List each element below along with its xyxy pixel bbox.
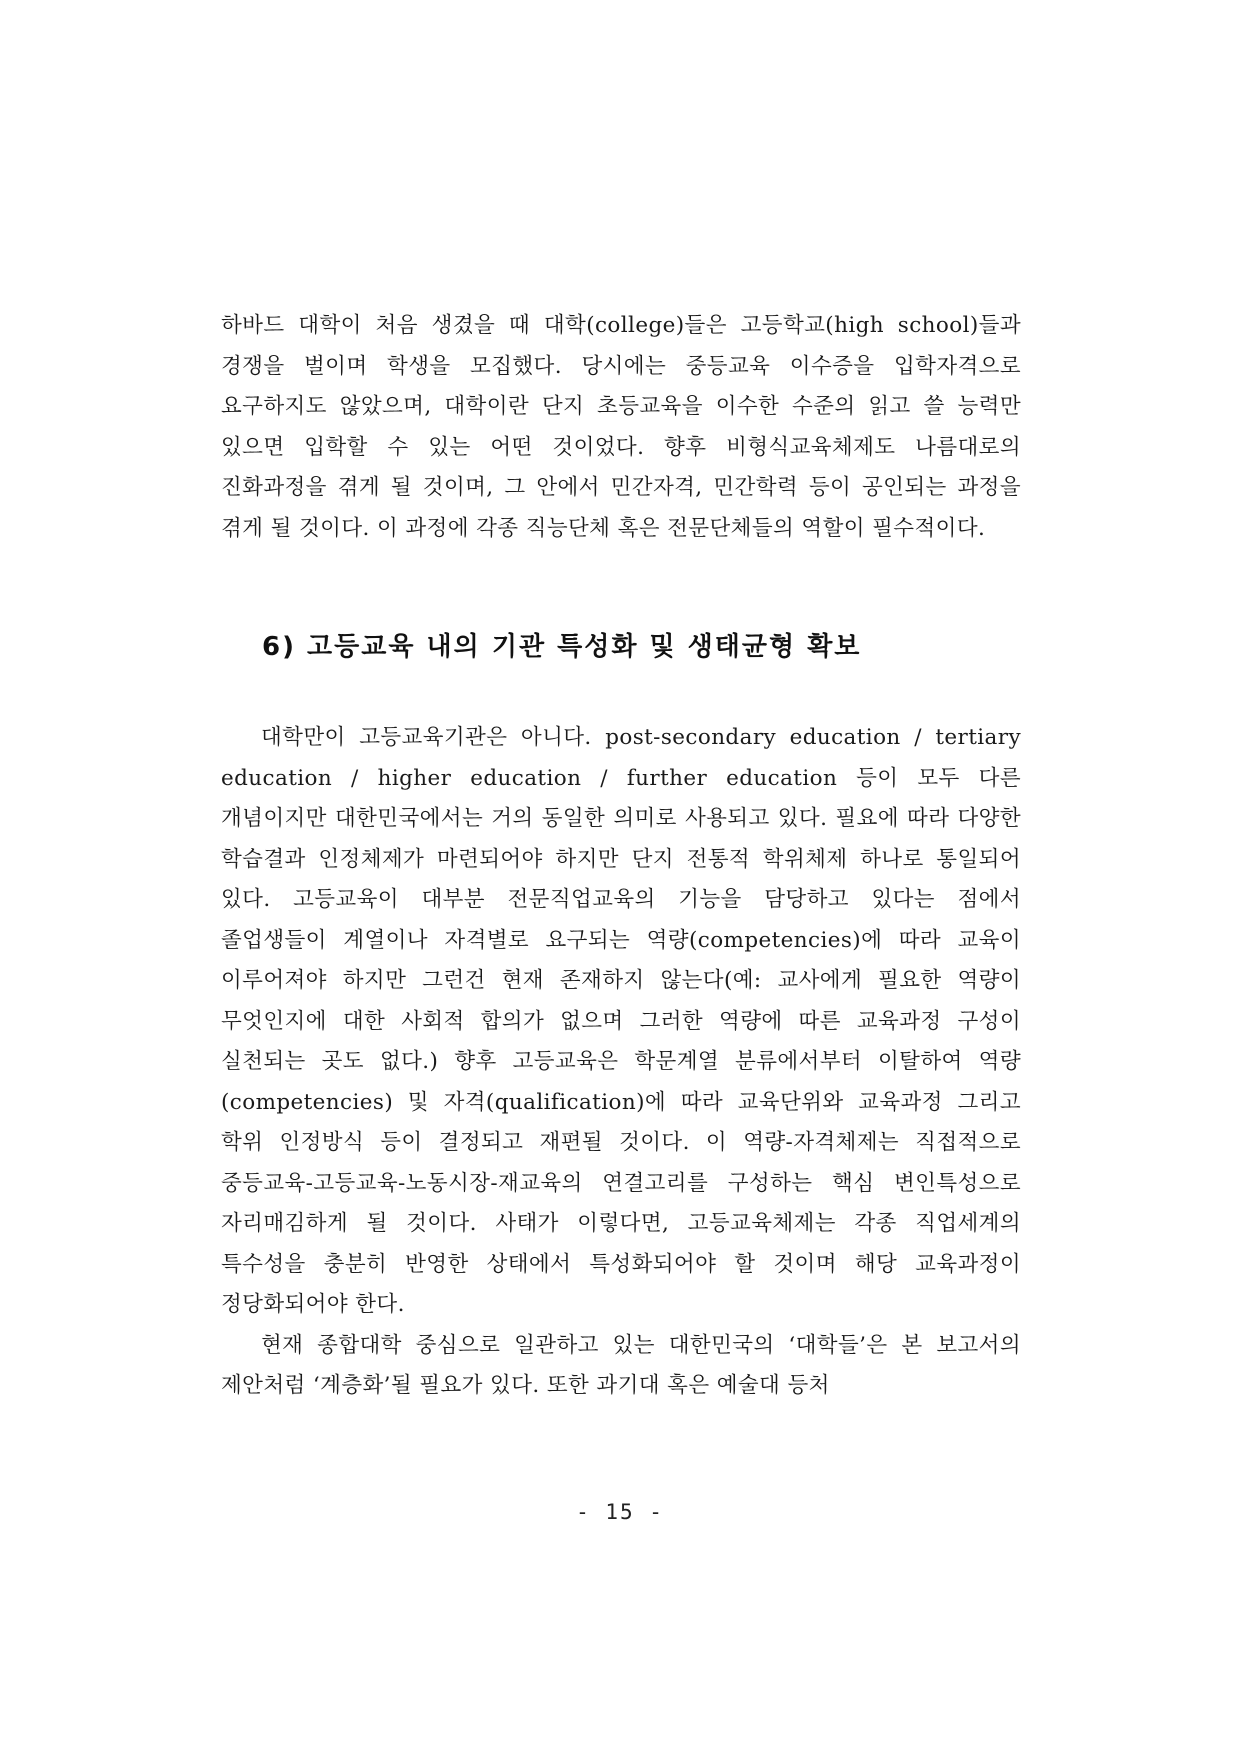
intro-paragraph: 하바드 대학이 처음 생겼을 때 대학(college)들은 고등학교(high school)들과 경쟁을 벌이며 학생을 모집했다. 당시에는 중등교육 이수증을 입학자격으로 요구하지도 않았으며, 대학이란 단지 초등교육을 이수한 수준의 읽고 쓸 능력만 있으면 입학할 수 있는 어떤 것이었다. 향후 비형식교육체제도 나름대로의 진화과정을 겪게 될 것이며, 그 안에서 민간자격, 민간학력 등이 공인되는 과정을 겪게 될 것이다. 이 과정에 각종 직능단체 혹은 전문단체들의 역할이 필수적이다. [221, 313, 1021, 541]
section-body [221, 718, 1021, 1407]
intro-paragraph-block [221, 306, 1021, 549]
section-paragraph-1: 대학만이 고등교육기관은 아니다. post-secondary education / tertiary education / higher education / further education 등이 모두 다른 개념이지만 대한민국에서는 거의 동일한 의미로 사용되고 있다. 필요에 따라 다양한 학습결과 인정체제가 마련되어야 하지만 단지 전통적 학위체제 하나로 통일되어 있다. 고등교육이 대부분 전문직업교육의 기능을 담당하고 있다는 점에서 졸업생들이 계열이나 자격별로 요구되는 역량(competencies)에 따라 교육이 이루어져야 하지만 그런건 현재 존재하지 않는다(예: 교사에게 필요한 역량이 무엇인지에 대한 사회적 합의가 없으며 그러한 역량에 따른 교육과정 구성이 실천되는 곳도 없다.) 향후 고등교육은 학문계열 분류에서부터 이탈하여 역량(competencies) 및 자격(qualification)에 따라 교육단위와 교육과정 그리고 학위 인정방식 등이 결정되고 재편될 것이다. 이 역량-자격체제는 직접적으로 중등교육-고등교육-노동시장-재교육의 연결고리를 구성하는 핵심 변인특성으로 자리매김하게 될 것이다. 사태가 이렇다면, 고등교육체제는 각종 직업세계의 특수성을 충분히 반영한 상태에서 특성화되어야 할 것이며 해당 교육과정이 정당화되어야 한다. [221, 725, 1021, 1317]
section-paragraph-2: 현재 종합대학 중심으로 일관하고 있는 대한민국의 ‘대학들’은 본 보고서의 제안처럼 ‘계층화’될 필요가 있다. 또한 과기대 혹은 예술대 등처 [221, 1332, 1021, 1398]
page-number: - 15 - [576, 1500, 664, 1524]
section-heading: 6) 고등교육 내의 기관 특성화 및 생태균형 확보 [262, 632, 862, 662]
